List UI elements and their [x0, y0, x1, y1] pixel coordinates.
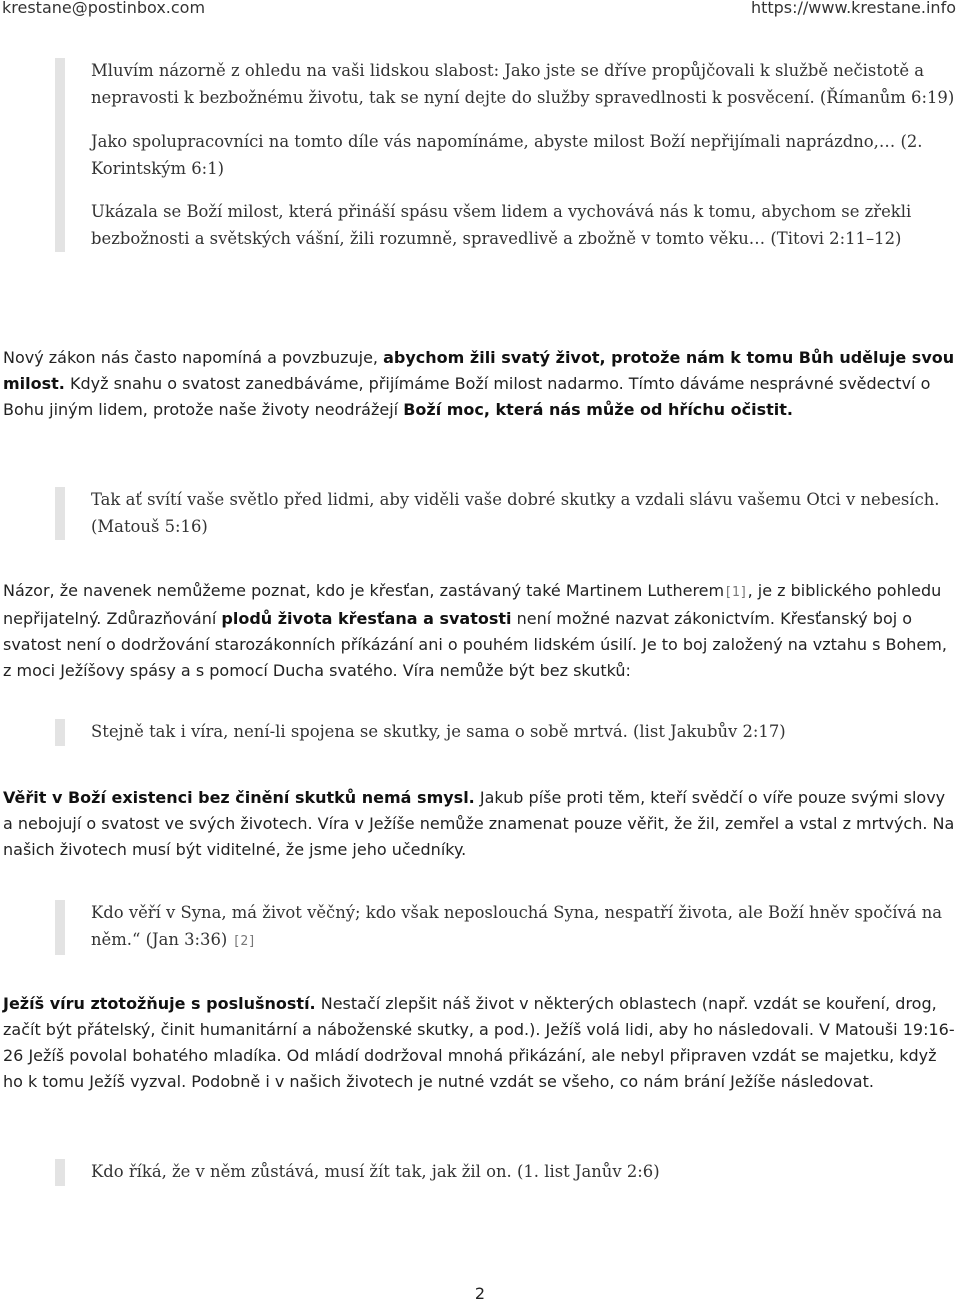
blockquote-3	[55, 719, 960, 746]
blockquote-1	[55, 58, 960, 252]
body-paragraph-4	[3, 991, 958, 1095]
body-paragraph-1	[3, 345, 958, 423]
page-number: 2	[474, 1284, 486, 1303]
text-run: , je z biblického pohledu nepřijatelný. Zdůrazňování	[3, 581, 942, 628]
quote-paragraph: Jako spolupracovníci na tomto díle vás napomínáme, abyste milost Boží nepřijímali naprázdno,… (2. Korintským 6:1)	[91, 132, 923, 178]
bold-run: Boží moc, která nás může od hříchu očistit.	[403, 400, 793, 419]
quote-paragraph: Kdo říká, že v něm zůstává, musí žít tak, jak žil on. (1. list Janův 2:6)	[91, 1162, 660, 1181]
text-run: není možné nazvat zákonictvím. Křesťanský boj o svatost není o dodržování starozákonních příkázání ani o pouhém lidském úsilí. Je to boj založený na vztahu s Bohem, z moci Ježíšovy spásy a s pomocí Ducha svatého. Víra nemůže být bez skutků:	[3, 609, 947, 680]
text-run: Když snahu o svatost zanedbáváme, přijímáme Boží milost nadarmo. Tímto dáváme nesprávné svědectví o Bohu jiným lidem, protože naše životy neodrážejí	[3, 374, 931, 419]
bold-run: plodů života křesťana a svatosti	[221, 609, 512, 628]
bold-run: Věřit v Boží existenci bez činění skutků nemá smysl.	[3, 788, 475, 807]
quote-paragraph: Ukázala se Boží milost, která přináší spásu všem lidem a vychovává nás k tomu, abychom se zřekli bezbožnosti a světských vášní, žili rozumně, spravedlivě a zbožně v tomto věku… (Titovi 2:11–12)	[91, 202, 912, 248]
text-run: Nestačí zlepšit náš život v některých oblastech (např. vzdát se kouření, drog, začít být přátelský, činit humanitární a náboženské skutky, a pod.). Ježíš volá lidi, aby ho následovali. V Matouši 19:16-26 Ježíš povolal bohatého mladíka. Od mládí dodržoval mnohá přikázání, ale nebyl připraven vzdát se majetku, když ho k tomu Ježíš vyzval. Podobně i v našich životech je nutné vzdát se všeho, co nám brání Ježíše následovat.	[3, 994, 955, 1091]
blockquote-5	[55, 1159, 960, 1186]
header-email[interactable]: krestane@postinbox.com	[2, 0, 206, 17]
body-paragraph-3	[3, 785, 958, 863]
bold-run: abychom žili svatý život, protože nám k tomu Bůh uděluje svou milost.	[3, 348, 955, 393]
footnote-link-1[interactable]: [1]	[724, 585, 748, 600]
blockquote-4	[55, 900, 960, 955]
quote-paragraph: Mluvím názorně z ohledu na vaši lidskou slabost: Jako jste se dříve propůjčovali k službě nečistotě a nepravosti k bezbožnému životu, tak se nyní dejte do služby spravedlnosti k posvěcení. (Římanům 6:19)	[91, 61, 955, 107]
quote-text: Kdo věří v Syna, má život věčný; kdo však neposlouchá Syna, nespatří života, ale Boží hněv spočívá na něm.“ (Jan 3:36)	[91, 903, 943, 949]
body-paragraph-2	[3, 578, 958, 684]
text-run: Nový zákon nás často napomíná a povzbuzuje,	[3, 348, 384, 367]
bold-run: Ježíš víru ztotožňuje s poslušností.	[3, 994, 316, 1013]
text-run: Jakub píše proti těm, kteří svědčí o víře pouze svými slovy a nebojují o svatost ve svých životech. Víra v Ježíše nemůže znamenat pouze věřit, že žil, zemřel a vstal z mrtvých. Na našich životech musí být viditelné, že jsme jeho učedníky.	[3, 788, 955, 859]
quote-paragraph: Tak ať svítí vaše světlo před lidmi, aby viděli vaše dobré skutky a vzdali slávu vašemu Otci v nebesích. (Matouš 5:16)	[91, 490, 940, 536]
quote-paragraph: Stejně tak i víra, není-li spojena se skutky, je sama o sobě mrtvá. (list Jakubův 2:17)	[91, 722, 786, 741]
text-run: Názor, že navenek nemůžeme poznat, kdo je křesťan, zastávaný také Martinem Lutherem	[3, 581, 725, 600]
header-url[interactable]: https://www.krestane.info	[750, 0, 956, 17]
blockquote-2	[55, 487, 960, 540]
footnote-link-2[interactable]: [2]	[232, 933, 256, 949]
